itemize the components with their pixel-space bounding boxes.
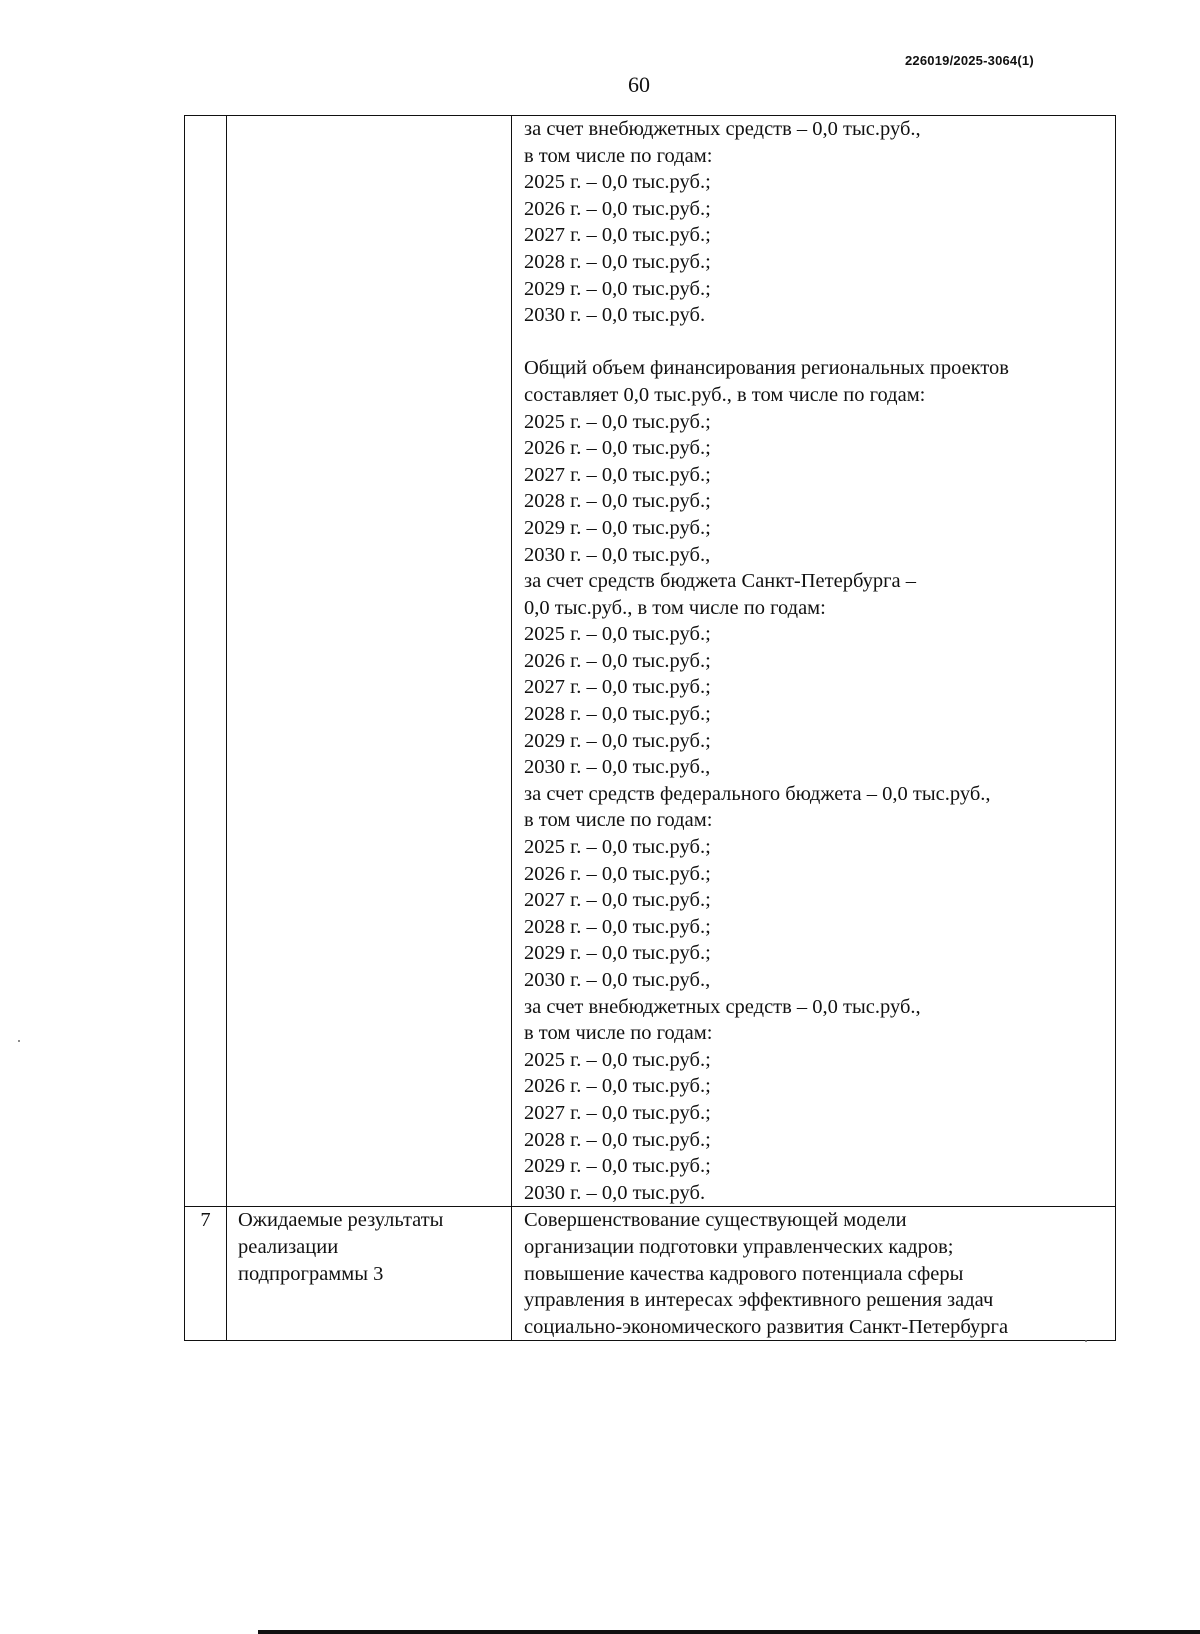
financing-text-line: 2028 г. – 0,0 тыс.руб.; [524,1128,711,1151]
expected-results-cell [512,1207,1116,1341]
document-registration-number: 226019/2025-3064(1) [905,53,1034,68]
financing-text-line: 2027 г. – 0,0 тыс.руб.; [524,224,711,247]
financing-text-line: 0,0 тыс.руб., в том числе по годам: [524,596,826,619]
row-name-line: подпрограммы 3 [238,1262,384,1285]
financing-text-line: за счет средств бюджета Санкт-Петербурга – [524,570,916,593]
scan-speck [18,1040,20,1042]
financing-text-line: 2027 г. – 0,0 тыс.руб.; [524,889,711,912]
financing-text-line: 2025 г. – 0,0 тыс.руб.; [524,836,711,859]
financing-text-line: 2028 г. – 0,0 тыс.руб.; [524,490,711,513]
financing-text-line: 2030 г. – 0,0 тыс.руб., [524,543,711,566]
table-row-continuation [185,116,1116,1207]
program-passport-table [184,115,1116,1341]
row-number-cell [185,116,227,1207]
financing-text-line: 2029 г. – 0,0 тыс.руб.; [524,277,711,300]
financing-text-line: в том числе по годам: [524,144,713,167]
financing-text-line: за счет внебюджетных средств – 0,0 тыс.руб., [524,995,921,1018]
expected-results-line: Совершенствование существующей модели [524,1209,907,1232]
financing-text-line: в том числе по годам: [524,1022,713,1045]
financing-text-line: 2026 г. – 0,0 тыс.руб.; [524,649,711,672]
financing-text-line: за счет средств федерального бюджета – 0,0 тыс.руб., [524,782,991,805]
expected-results-line: управления в интересах эффективного решения задач [524,1289,994,1312]
financing-text-line: 2026 г. – 0,0 тыс.руб.; [524,437,711,460]
financing-text-line: 2030 г. – 0,0 тыс.руб., [524,756,711,779]
row-number: 7 [200,1209,211,1232]
row-name-line: реализации [238,1235,339,1258]
scan-bottom-edge [258,1630,1200,1634]
financing-text-line: 2030 г. – 0,0 тыс.руб. [524,1181,706,1204]
financing-text-line: 2025 г. – 0,0 тыс.руб.; [524,410,711,433]
financing-text-line: 2029 г. – 0,0 тыс.руб.; [524,1155,711,1178]
row-name-line: Ожидаемые результаты [238,1209,444,1232]
financing-text-line: 2027 г. – 0,0 тыс.руб.; [524,676,711,699]
expected-results-line: повышение качества кадрового потенциала сферы [524,1262,964,1285]
financing-text-line: 2026 г. – 0,0 тыс.руб.; [524,862,711,885]
financing-text-line: за счет внебюджетных средств – 0,0 тыс.руб., [524,118,921,140]
financing-text-line: 2025 г. – 0,0 тыс.руб.; [524,1048,711,1071]
financing-text-line: 2028 г. – 0,0 тыс.руб.; [524,250,711,273]
table-row-7 [185,1207,1116,1341]
page-number: 60 [628,72,650,97]
financing-text-line: 2030 г. – 0,0 тыс.руб., [524,969,711,991]
financing-text-line: 2029 г. – 0,0 тыс.руб.; [524,942,711,965]
financing-text-line: 2026 г. – 0,0 тыс.руб.; [524,197,711,220]
scan-speck [1085,1340,1087,1342]
row-number-cell [185,1207,227,1341]
financing-details-cell [512,116,1116,1207]
financing-text-line: 2029 г. – 0,0 тыс.руб.; [524,516,711,539]
row-name-cell [227,1207,512,1341]
expected-results-line: социально-экономического развития Санкт-Петербурга [524,1315,1009,1338]
row-name-cell [227,116,512,1207]
financing-text-line: 2030 г. – 0,0 тыс.руб. [524,304,706,327]
financing-text-line: 2027 г. – 0,0 тыс.руб.; [524,463,711,486]
financing-text-line: 2025 г. – 0,0 тыс.руб.; [524,623,711,646]
financing-text-line: 2029 г. – 0,0 тыс.руб.; [524,729,711,752]
financing-text-line: составляет 0,0 тыс.руб., в том числе по годам: [524,383,926,406]
financing-text-line: 2026 г. – 0,0 тыс.руб.; [524,1075,711,1098]
financing-text-line: Общий объем финансирования региональных проектов [524,357,1009,380]
financing-text-line: 2025 г. – 0,0 тыс.руб.; [524,171,711,194]
blank-line [512,329,1115,356]
financing-text-line: в том числе по годам: [524,809,713,832]
financing-text-line: 2028 г. – 0,0 тыс.руб.; [524,915,711,938]
financing-text-line: 2028 г. – 0,0 тыс.руб.; [524,703,711,726]
financing-text-line: 2027 г. – 0,0 тыс.руб.; [524,1101,711,1124]
expected-results-line: организации подготовки управленческих кадров; [524,1235,954,1258]
